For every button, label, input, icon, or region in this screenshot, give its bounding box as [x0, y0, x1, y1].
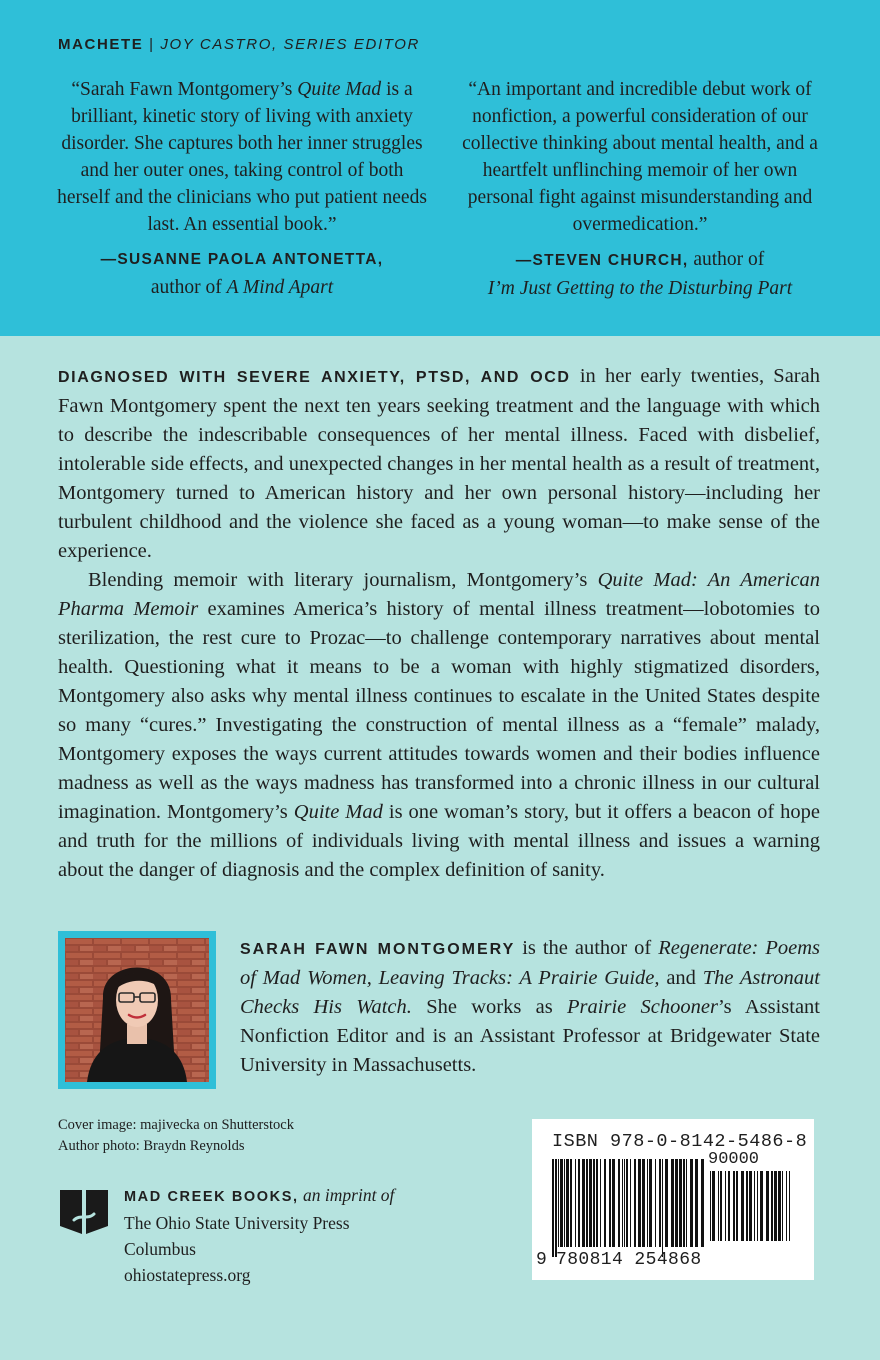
series-editor: JOY CASTRO, SERIES EDITOR	[160, 36, 420, 53]
barcode-bar	[749, 1171, 752, 1241]
barcode-bar	[560, 1159, 563, 1247]
author-name: SARAH FAWN MONTGOMERY	[240, 941, 516, 958]
ean-first-digit: 9	[536, 1250, 547, 1270]
barcode-bar	[596, 1159, 598, 1247]
barcode-bar	[778, 1171, 781, 1241]
barcode-bar	[671, 1159, 674, 1247]
barcode-bar	[609, 1159, 611, 1247]
barcode-bar	[612, 1159, 615, 1247]
author-bio	[240, 934, 820, 1080]
barcode-bar	[655, 1159, 656, 1247]
barcode-bar	[659, 1159, 661, 1247]
barcode-bar	[786, 1171, 787, 1241]
blurb-attribution	[450, 246, 830, 303]
barcode-bar	[555, 1159, 557, 1257]
barcode-bar	[720, 1171, 722, 1241]
barcode-bar	[582, 1159, 585, 1247]
blurb-church	[450, 76, 830, 303]
barcode-bar	[679, 1159, 682, 1247]
barcode-bar	[570, 1159, 572, 1247]
barcode-bar	[589, 1159, 592, 1247]
barcode-bar	[718, 1171, 719, 1241]
barcode-bar	[575, 1159, 576, 1247]
barcode-bar	[600, 1159, 601, 1247]
barcode-bar	[695, 1159, 698, 1247]
barcode-bar	[647, 1159, 648, 1247]
isbn-number: ISBN 978-0-8142-5486-8	[552, 1131, 808, 1152]
barcode-panel	[532, 1119, 814, 1280]
barcode-bar	[593, 1159, 595, 1247]
barcode-bar	[638, 1159, 641, 1247]
barcode-bar	[634, 1159, 636, 1247]
ean-barcode	[552, 1159, 704, 1257]
description-lead: DIAGNOSED WITH SEVERE ANXIETY, PTSD, AND OCD	[58, 369, 571, 386]
barcode-bar	[626, 1159, 628, 1247]
barcode-bar	[712, 1171, 715, 1241]
blurb-author-credit: I’m Just Getting to the Disturbing Part	[487, 278, 793, 299]
series-name: MACHETE	[58, 36, 144, 53]
author-photo-credit: Author photo: Braydn Reynolds	[58, 1138, 245, 1154]
blurb-author-name: —SUSANNE PAOLA ANTONETTA,	[100, 251, 384, 268]
blurb-author-line: —STEVEN CHURCH, author of	[515, 249, 765, 270]
barcode-bar	[683, 1159, 685, 1247]
author-photo	[58, 931, 216, 1089]
series-line	[58, 36, 420, 53]
description-paragraph: DIAGNOSED WITH SEVERE ANXIETY, PTSD, AND OCD in her early twenties, Sarah Fawn Montgomery spent the next ten years seeking treatment and the language with which to describe the indescribable consequences of her mental illness. Faced with disbelief, intolerable side effects, and unexpected changes in her mental health as a result of treatment, Montgomery turned to American history and her own personal history—including her turbulent childhood and the violence she faced as a young woman—to make sense of the experience.	[58, 365, 820, 562]
barcode-bar	[710, 1171, 711, 1241]
barcode-bar	[725, 1171, 726, 1241]
barcode-bar	[558, 1159, 559, 1247]
barcode-bar	[604, 1159, 606, 1247]
ean-digits: 780814 254868	[556, 1250, 702, 1270]
barcode-bar	[701, 1159, 704, 1247]
barcode-bar	[675, 1159, 678, 1247]
blurb-antonetta	[52, 76, 432, 302]
barcode-bar	[766, 1171, 769, 1241]
barcode-bar	[741, 1171, 744, 1241]
description-paragraph: Blending memoir with literary journalism, Montgomery’s Quite Mad: An American Pharma Memoir examines America’s history of mental illness treatment—lobotomies to sterilization, the rest cure to Prozac—to challenge contemporary narratives about mental health. Questioning what it means to be a woman with highly stigmatized disorders, Montgomery also asks why mental illness continues to escalate in the United States despite so many “cures.” Investigating the construction of mental illness as a “female” malady, Montgomery exposes the ways current attitudes towards women and their bodies influence madness as well as the ways madness has transformed into a chronic illness in our cultural imagination. Montgomery’s Quite Mad is one woman’s story, but it offers a beacon of hope and truth for the millions of individuals living with mental illness and issues a warning about the danger of diagnosis and the complex definition of sanity.	[58, 569, 820, 881]
barcode-bar	[649, 1159, 652, 1247]
series-separator: |	[143, 36, 161, 53]
publisher-info	[124, 1182, 394, 1288]
barcode-bar	[746, 1171, 748, 1241]
cover-image-credit: Cover image: majivecka on Shutterstock	[58, 1117, 294, 1133]
publisher-imprint-line: MAD CREEK BOOKS, an imprint of	[124, 1185, 395, 1205]
barcode-bar	[760, 1171, 763, 1241]
book-description	[58, 362, 820, 885]
barcode-bar	[774, 1171, 777, 1241]
publisher-url: ohiostatepress.org	[124, 1265, 251, 1285]
barcode-bar	[690, 1159, 693, 1247]
barcode-bar	[662, 1159, 663, 1257]
blurb-quote: “Sarah Fawn Montgomery’s Quite Mad is a brilliant, kinetic story of living with anxiety disorder. She captures both her inner struggles and her outer ones, taking control of both herself and the clinicians who put patient needs last. An essential book.”	[57, 79, 427, 235]
author-portrait-image	[65, 938, 209, 1082]
publisher-name: MAD CREEK BOOKS,	[124, 1189, 299, 1205]
barcode-bar	[566, 1159, 569, 1247]
barcode-bar	[782, 1171, 783, 1241]
barcode-bar	[754, 1171, 755, 1241]
barcode-bar	[564, 1159, 565, 1247]
price-addon-number: 90000	[708, 1150, 760, 1169]
image-credits	[58, 1115, 294, 1157]
barcode-bar	[665, 1159, 668, 1247]
barcode-bar	[642, 1159, 645, 1247]
addon-barcode	[710, 1171, 792, 1251]
blurb-author-credit: author of A Mind Apart	[150, 277, 334, 298]
barcode-bar	[728, 1171, 730, 1241]
barcode-bar	[686, 1159, 687, 1247]
publisher-press: The Ohio State University Press	[124, 1213, 350, 1233]
barcode-bar	[630, 1159, 631, 1247]
barcode-bar	[736, 1171, 738, 1241]
barcode-bar	[552, 1159, 554, 1257]
barcode-bar	[757, 1171, 758, 1241]
barcode-bar	[733, 1171, 735, 1241]
author-bio-text: SARAH FAWN MONTGOMERY is the author of Regenerate: Poems of Mad Women, Leaving Tracks: A Prairie Guide, and The Astronaut Checks His Watch. She works as Prairie Schooner’s Assistant Nonfiction Editor and is an Assistant Professor at Bridgewater State University in Massachusetts.	[240, 937, 820, 1076]
publisher-book-logo-icon	[58, 1186, 110, 1238]
barcode-bar	[622, 1159, 623, 1247]
barcode-bar	[624, 1159, 625, 1247]
barcode-bar	[578, 1159, 580, 1247]
barcode-bar	[789, 1171, 790, 1241]
blurb-quote: “An important and incredible debut work of nonfiction, a powerful consideration of our collective thinking about mental health, and a heartfelt unflinching memoir of her own personal fight against misunderstanding and overmedication.”	[462, 79, 818, 235]
blurb-attribution	[52, 246, 432, 302]
barcode-bar	[771, 1171, 773, 1241]
barcode-bar	[618, 1159, 620, 1247]
barcode-bar	[586, 1159, 588, 1247]
blurb-author-name: —STEVEN CHURCH,	[515, 252, 689, 269]
publisher-city: Columbus	[124, 1239, 196, 1259]
